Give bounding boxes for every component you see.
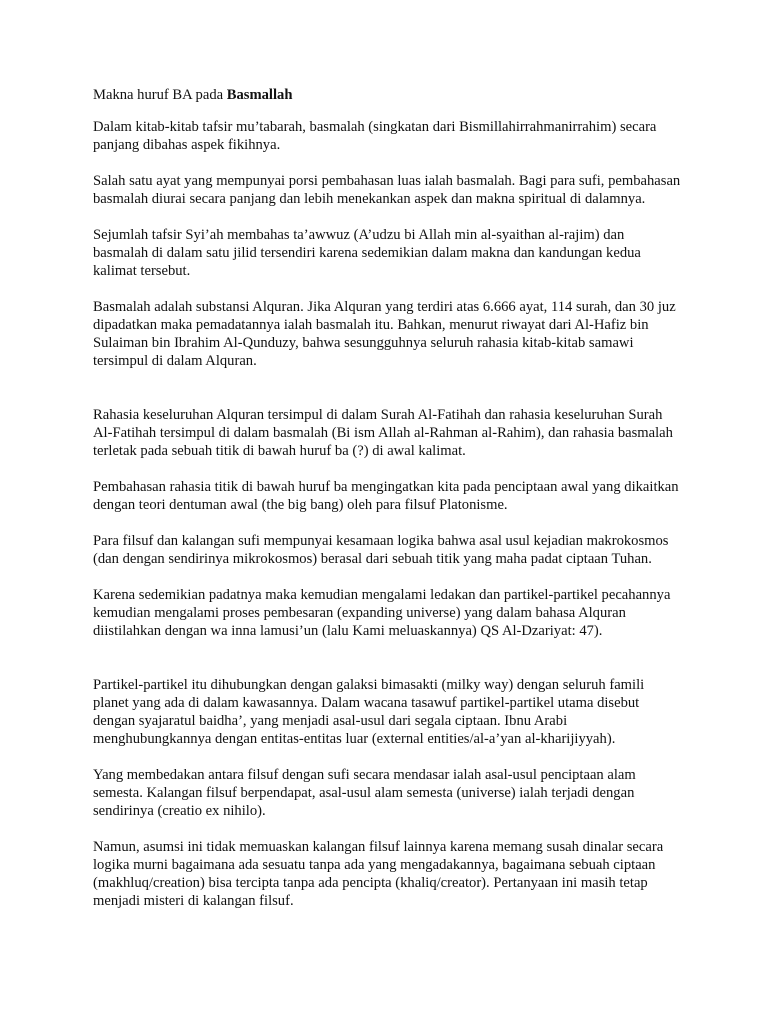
paragraph-1: Dalam kitab-kitab tafsir mu’tabarah, basmalah (singkatan dari Bismillahirrahmanirrahim) secara panjang dibahas aspek fikihnya. [93,119,657,153]
paragraph-2: Salah satu ayat yang mempunyai porsi pembahasan luas ialah basmalah. Bagi para sufi, pembahasan basmalah diurai secara panjang dan lebih menekankan aspek dan makna spiritual di dalamnya. [93,173,681,207]
paragraph-11: Namun, asumsi ini tidak memuaskan kalangan filsuf lainnya karena memang susah dinalar secara logika murni bagaimana ada sesuatu tanpa ada yang mengadakannya, bagaimana sebuah ciptaan (makhluq/creation) bisa tercipta tanpa ada pencipta (khaliq/creator). Pertanyaan ini masih tetap menjadi misteri di kalangan filsuf. [93,839,664,909]
paragraph-6: Pembahasan rahasia titik di bawah huruf ba mengingatkan kita pada penciptaan awal yang dikaitkan dengan teori dentuman awal (the big bang) oleh para filsuf Platonisme. [93,479,679,513]
paragraph-7: Para filsuf dan kalangan sufi mempunyai kesamaan logika bahwa asal usul kejadian makrokosmos (dan dengan sendirinya mikrokosmos) berasal dari sebuah titik yang maha padat ciptaan Tuhan. [93,533,669,567]
paragraph-9: Partikel-partikel itu dihubungkan dengan galaksi bimasakti (milky way) dengan seluruh famili planet yang ada di dalam kawasannya. Dalam wacana tasawuf partikel-partikel utama disebut dengan syajaratul baidha’, yang menjadi asal-usul dari segala ciptaan. Ibnu Arabi menghubungkannya dengan entitas-entitas luar (external entities/al-a’yan al-kharijiyyah). [93,677,645,747]
paragraph-4: Basmalah adalah substansi Alquran. Jika Alquran yang terdiri atas 6.666 ayat, 114 surah, dan 30 juz dipadatkan maka pemadatannya ialah basmalah itu. Bahkan, menurut riwayat dari Al-Hafiz bin Sulaiman bin Ibrahim Al-Qunduzy, bahwa sesungguhnya seluruh rahasia kitab-kitab samawi tersimpul di dalam Alquran. [93,299,676,369]
document-page [93,86,683,928]
title-prefix: Makna huruf BA pada [93,87,227,103]
paragraph-3: Sejumlah tafsir Syi’ah membahas ta’awwuz (A’udzu bi Allah min al-syaithan al-rajim) dan basmalah di dalam satu jilid tersendiri karena sedemikian dalam makna dan kandungan kedua kalimat tersebut. [93,227,641,279]
title-bold: Basmallah [226,87,293,103]
paragraph-8: Karena sedemikian padatnya maka kemudian mengalami ledakan dan partikel-partikel pecahannya kemudian mengalami proses pembesaran (expanding universe) yang dalam bahasa Alquran diistilahkan dengan wa inna lamusi’un (lalu Kami meluaskannya) QS Al-Dzariyat: 47). [93,587,671,639]
paragraph-5: Rahasia keseluruhan Alquran tersimpul di dalam Surah Al-Fatihah dan rahasia keseluruhan Surah Al-Fatihah tersimpul di dalam basmalah (Bi ism Allah al-Rahman al-Rahim), dan rahasia basmalah terletak pada sebuah titik di bawah huruf ba (?) di awal kalimat. [93,407,673,459]
document-title [93,86,683,104]
paragraph-10: Yang membedakan antara filsuf dengan sufi secara mendasar ialah asal-usul penciptaan alam semesta. Kalangan filsuf berpendapat, asal-usul alam semesta (universe) ialah terjadi dengan sendirinya (creatio ex nihilo). [93,767,636,819]
